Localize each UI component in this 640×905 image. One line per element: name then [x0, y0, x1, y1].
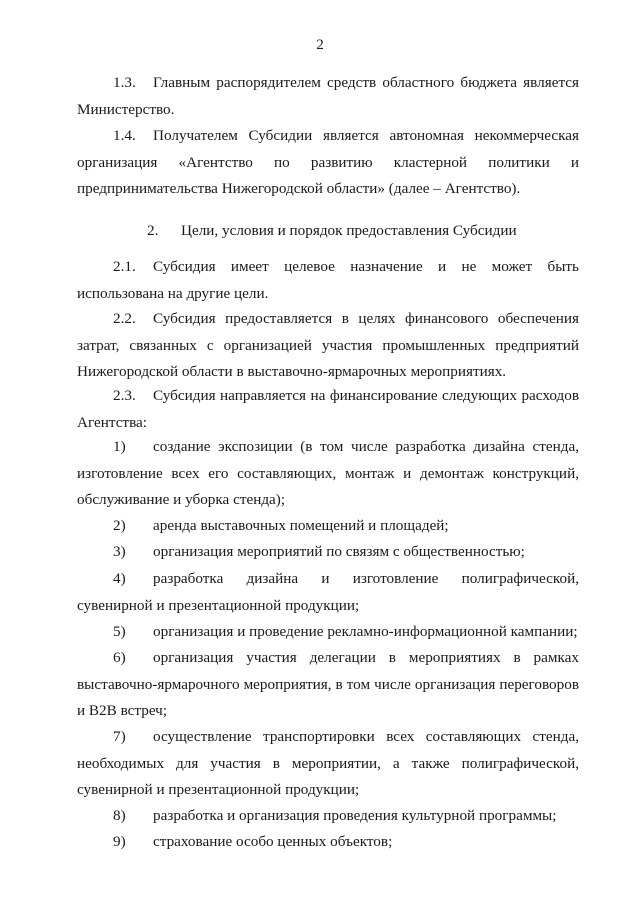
paragraph-1-4	[77, 123, 579, 203]
list-item	[77, 724, 579, 804]
list-item	[77, 619, 579, 646]
paragraph-text: Получателем Субсидии является автономная некоммерческая организация «Агентство по развитию кластерной политики и предпринимательства Нижегородской области» (далее – Агентство).	[77, 127, 579, 197]
list-item	[77, 645, 579, 725]
paragraph-number: 2.1.	[113, 258, 136, 275]
list-item	[77, 434, 579, 514]
list-item-number: 5)	[113, 623, 126, 640]
paragraph-number: 1.3.	[113, 74, 136, 91]
list-item-text: организация участия делегации в мероприятиях в рамках выставочно-ярмарочного мероприятия, в том числе организация переговоров и B2B встреч;	[77, 649, 579, 719]
list-item-text: аренда выставочных помещений и площадей;	[153, 517, 449, 534]
list-item	[77, 566, 579, 619]
list-item-number: 7)	[113, 728, 126, 745]
list-item	[77, 803, 579, 830]
list-item	[77, 829, 579, 856]
list-item-number: 2)	[113, 517, 126, 534]
list-item-number: 6)	[113, 649, 126, 666]
paragraph-2-2	[77, 306, 579, 386]
list-item	[77, 513, 579, 540]
list-item	[77, 539, 579, 566]
paragraph-2-3	[77, 383, 579, 436]
paragraph-number: 1.4.	[113, 127, 136, 144]
paragraph-number: 2.3.	[113, 387, 136, 404]
list-item-number: 9)	[113, 833, 126, 850]
paragraph-text: Главным распорядителем средств областного бюджета является Министерство.	[77, 74, 579, 118]
list-item-text: организация мероприятий по связям с общественностью;	[153, 543, 525, 560]
paragraph-1-3	[77, 70, 579, 123]
paragraph-2-1	[77, 254, 579, 307]
paragraph-number: 2.2.	[113, 310, 136, 327]
list-item-text: разработка дизайна и изготовление полиграфической, сувенирной и презентационной продукции;	[77, 570, 579, 614]
list-item-number: 1)	[113, 438, 126, 455]
page-number: 2	[316, 36, 324, 53]
list-item-text: осуществление транспортировки всех составляющих стенда, необходимых для участия в мероприятии, а также полиграфической, сувенирной и презентационной продукции;	[77, 728, 579, 798]
list-item-text: организация и проведение рекламно-информационной кампании;	[153, 623, 578, 640]
section-heading-text: Цели, условия и порядок предоставления Субсидии	[181, 222, 517, 239]
list-item-number: 3)	[113, 543, 126, 560]
paragraph-text: Субсидия предоставляется в целях финансового обеспечения затрат, связанных с организацией участия промышленных предприятий Нижегородской области в выставочно-ярмарочных мероприятиях.	[77, 310, 579, 380]
list-item-number: 8)	[113, 807, 126, 824]
list-item-text: разработка и организация проведения культурной программы;	[153, 807, 557, 824]
section-heading-number: 2.	[147, 222, 159, 239]
list-item-number: 4)	[113, 570, 126, 587]
paragraph-text: Субсидия имеет целевое назначение и не может быть использована на другие цели.	[77, 258, 579, 302]
list-item-text: страхование особо ценных объектов;	[153, 833, 393, 850]
paragraph-text: Субсидия направляется на финансирование следующих расходов Агентства:	[77, 387, 579, 431]
list-item-text: создание экспозиции (в том числе разработка дизайна стенда, изготовление всех его составляющих, монтаж и демонтаж конструкций, обслуживание и уборка стенда);	[77, 438, 579, 508]
